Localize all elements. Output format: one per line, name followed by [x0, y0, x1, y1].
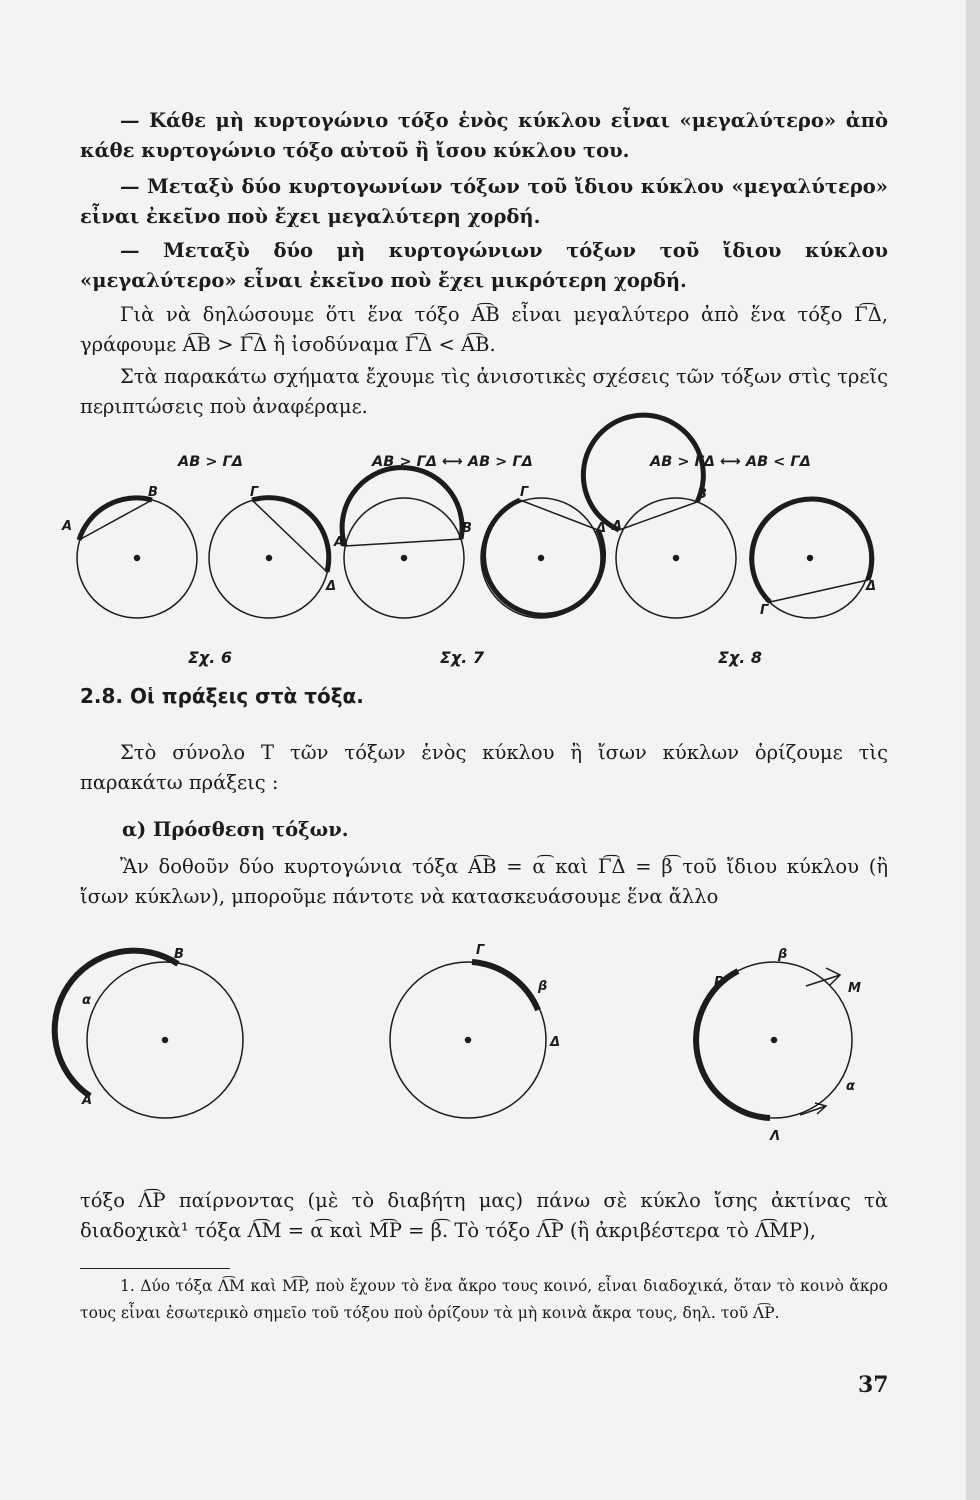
label-alpha: α	[82, 993, 91, 1008]
paragraph-rule-3: — Μεταξὺ δύο μὴ κυρτογώνιων τόξων τοῦ ἴδιου κύκλου «μεγαλύτερο» εἶναι ἐκεῖνο ποὺ ἔχει μικρότερη χορδή.	[80, 239, 888, 292]
caption-figure-7: Σχ. 7	[440, 648, 485, 667]
label-beta: β	[778, 947, 788, 962]
figure-8-circle-left	[583, 415, 736, 618]
figure-6-inequality: AB > ΓΔ	[178, 454, 243, 470]
label-B: B	[148, 485, 158, 500]
label-beta: β	[538, 979, 548, 994]
figure-7-inequality: AB > ΓΔ ⟷ AB > ΓΔ	[372, 454, 533, 470]
figure-8-circle-right	[750, 498, 872, 618]
label-D: Δ	[550, 1035, 561, 1050]
paragraph-rule-2: — Μεταξὺ δύο κυρτογωνίων τόξων τοῦ ἴδιου κύκλου «μεγαλύτερο» εἶναι ἐκεῖνο ποὺ ἔχει μεγαλύτερη χορδή.	[80, 175, 888, 228]
paragraph-rule-1: — Κάθε μὴ κυρτογώνιο τόξο ἑνὸς κύκλου εἶναι «μεγαλύτερο» ἀπὸ κάθε κυρτογώνιο τόξο αὐτοῦ ἢ ἴσου κύκλου του.	[80, 109, 888, 162]
paragraph-figures-intro: Στὰ παρακάτω σχήματα ἔχουμε τὶς ἀνισοτικὲς σχέσεις τῶν τόξων στὶς τρεῖς περιπτώσεις ποὺ ἀναφέραμε.	[80, 365, 888, 418]
paragraph-addition-continued: τόξο Λ͡Ρ παίρνοντας (μὲ τὸ διαβήτη μας) πάνω σὲ κύκλο ἴσης ἀκτίνας τὰ διαδοχικὰ¹ τόξα Λ͡Μ = α͡ καὶ M͡P = β͡. Τὸ τόξο Λ͡Ρ (ἢ ἀκριβέστερα τὸ Λ͡ΜΡ),	[80, 1189, 888, 1242]
label-B: B	[697, 487, 707, 502]
section-heading: 2.8. Οἱ πράξεις στὰ τόξα.	[80, 684, 364, 708]
caption-figure-6: Σχ. 6	[188, 648, 233, 667]
label-G: Γ	[250, 485, 259, 500]
label-A: A	[62, 519, 73, 534]
label-M: M	[848, 981, 861, 996]
paragraph-notation: Γιὰ νὰ δηλώσουμε ὅτι ἕνα τόξο A͡B εἶναι μεγαλύτερο ἀπὸ ἕνα τόξο Γ͡Δ, γράφουμε A͡B > Γ͡Δ ἢ ἰσοδύναμα Γ͡Δ < A͡B.	[80, 303, 888, 356]
label-D: Δ	[326, 579, 337, 594]
paragraph-addition: Ἂν δοθοῦν δύο κυρτογώνια τόξα A͡B = α͡ καὶ Γ͡Δ = β͡ τοῦ ἴδιου κύκλου (ἢ ἴσων κύκλων), μπορoῦμε πάντοτε νὰ κατασκευάσουμε ἕνα ἄλλο	[80, 855, 888, 908]
figure-8-inequality: AB > ΓΔ ⟷ AB < ΓΔ	[650, 454, 811, 470]
label-alpha: α	[846, 1079, 855, 1094]
caption-figure-8: Σχ. 8	[718, 648, 763, 667]
label-A: A	[334, 535, 345, 550]
figure-6-circle-right	[209, 498, 329, 618]
page-number: 37	[858, 1372, 889, 1398]
label-B: B	[462, 521, 472, 536]
label-B: B	[174, 947, 184, 962]
label-A: A	[612, 519, 623, 534]
label-P: P	[714, 975, 724, 990]
footnote: 1. Δύο τόξα Λ͡Μ καὶ M͡P, ποὺ ἔχουν τὸ ἕνα ἄκρο τους κοινό, εἶναι διαδοχικά, ὅταν τὸ κοινὸ ἄκρο τους εἶναι ἐσωτερικὸ σημεῖο τοῦ τόξου ποὺ ὁρίζουν τὰ μὴ κοινὰ ἄκρα τους, δηλ. τοῦ Λ͡Ρ.	[80, 1277, 888, 1322]
label-G: Γ	[760, 603, 769, 618]
label-D: Δ	[596, 521, 607, 536]
label-L: Λ	[770, 1129, 781, 1144]
label-A: A	[82, 1093, 93, 1108]
footnote-divider	[80, 1268, 230, 1269]
label-G: Γ	[476, 943, 485, 958]
figure-7-circle-left	[342, 468, 464, 618]
subsection-heading: α) Πρόσθεση τόξων.	[122, 818, 349, 841]
label-D: Δ	[866, 579, 877, 594]
paragraph-operations-intro: Στὸ σύνολο T τῶν τόξων ἑνὸς κύκλου ἢ ἴσων κύκλων ὁρίζουμε τὶς παρακάτω πράξεις :	[80, 741, 888, 794]
addition-circle-b	[390, 962, 546, 1118]
figure-6-circle-left	[77, 498, 197, 618]
figure-7-circle-right	[481, 498, 607, 618]
label-G: Γ	[520, 485, 529, 500]
